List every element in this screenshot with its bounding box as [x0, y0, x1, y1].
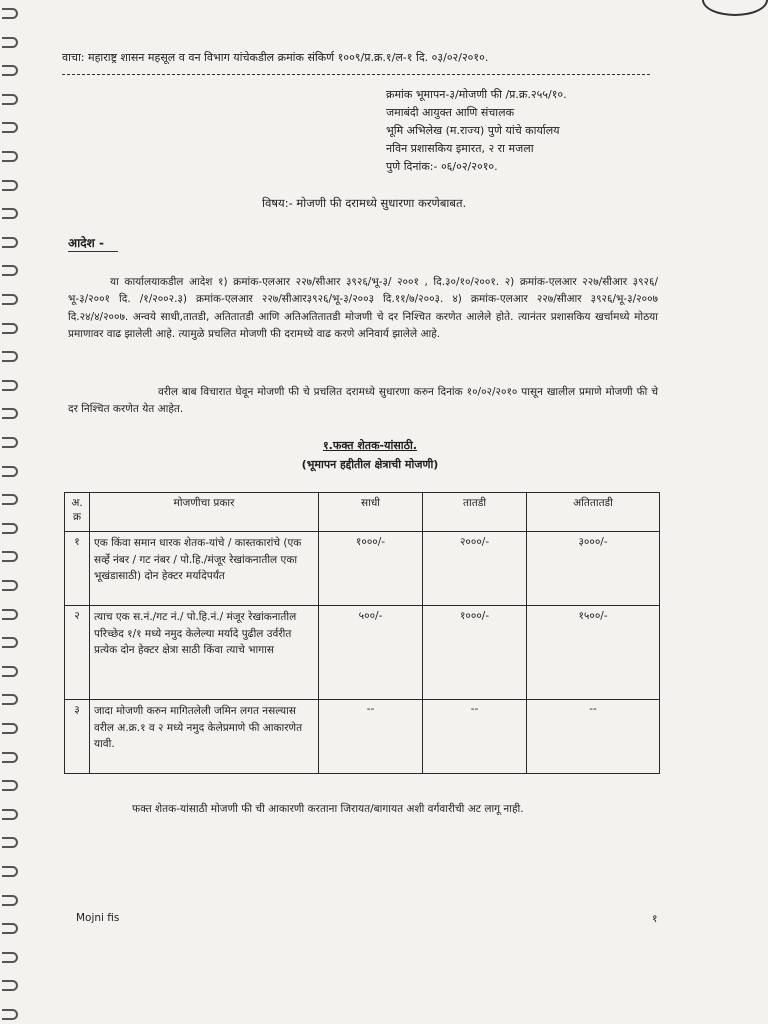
note-paragraph: फक्त शेतक-यांसाठी मोजणी फी ची आकारणी करताना जिरायत/बागायत अशी वर्गवारीची अट लागू नाही.	[132, 803, 524, 815]
column-header-atitatdi: अतितातडी	[527, 493, 660, 532]
column-header-type: मोजणीचा प्रकार	[90, 493, 319, 532]
spiral-loop	[2, 408, 18, 419]
address-line: पुणे दिनांक:- ०६/०२/२०१०.	[386, 160, 498, 173]
address-line: भूमि अभिलेख (म.राज्य) पुणे यांचे कार्यालय	[386, 124, 560, 137]
spiral-loop	[2, 380, 18, 391]
spiral-loop	[2, 723, 18, 734]
spiral-loop	[2, 494, 18, 505]
spiral-loop	[2, 437, 18, 448]
cell-atitatdi: ३०००/-	[527, 532, 660, 606]
cell-tatdi: --	[423, 700, 527, 774]
spiral-loop	[2, 809, 18, 820]
cell-tatdi: २०००/-	[423, 532, 527, 606]
spiral-loop	[2, 523, 18, 534]
spiral-loop	[2, 952, 18, 963]
table-row	[65, 532, 660, 606]
office-address-block	[386, 86, 567, 176]
address-line: नविन प्रशासकिय इमारत, २ रा मजला	[386, 142, 534, 155]
cell-serial: २	[65, 606, 90, 700]
spiral-loop	[2, 94, 18, 105]
cell-atitatdi: १५००/-	[527, 606, 660, 700]
column-header-tatdi: तातडी	[423, 493, 527, 532]
order-heading-underline	[68, 251, 118, 252]
address-line: क्रमांक भूमापन-३/मोजणी फी /प्र.क्र.२५५/१०.	[386, 88, 567, 101]
spiral-loop	[2, 37, 18, 48]
spiral-loop	[2, 866, 18, 877]
subject-line: विषय:- मोजणी फी दरामध्ये सुधारणा करणेबाबत.	[262, 196, 467, 210]
spiral-loop	[2, 122, 18, 133]
order-heading: आदेश -	[68, 236, 104, 250]
cell-tatdi: १०००/-	[423, 606, 527, 700]
spiral-loop	[2, 837, 18, 848]
spiral-loop	[2, 265, 18, 276]
cell-sadhi: १०००/-	[319, 532, 423, 606]
spiral-loop	[2, 895, 18, 906]
spiral-loop	[2, 208, 18, 219]
address-line: जमाबंदी आयुक्त आणि संचालक	[386, 106, 515, 119]
spiral-loop	[2, 151, 18, 162]
reference-line: वाचा: महाराष्ट्र शासन महसूल व वन विभाग यांचेकडील क्रमांक संकिर्ण १००९/प्र.क्र.१/ल-१ दि. ०३/०२/२०१०.	[62, 51, 489, 64]
spiral-loop	[2, 294, 18, 305]
paragraph-1: या कार्यालयाकडील आदेश १) क्रमांक-एलआर २२७/सीआर ३९२६/भू-३/ २००१ , दि.३०/१०/२००१. २) क्रमांक-एलआर २२७/सीआर ३९२६/भू-३/२००१ दि. /१/२००२.३) क्रमांक-एलआर २२७/सीआर३९२६/भू-३/२००३ दि.११/७/२००३. ४) क्रमांक-एलआर २२७/सीआर ३९२६/भू-३/२००७ दि.२४/४/२००७. अन्वये साधी,तातडी, अतितातडी आणि अतिअतितातडी मोजणी चे दर निश्चित करणेत आलेले होते. त्यानंतर प्रशासकिय खर्चामध्ये मोठया प्रमाणावर वाढ झालेली आहे. त्यामुळे प्रचलित मोजणी फी दरामध्ये वाढ करणे अनिवार्य झालेले आहे.	[68, 276, 658, 341]
spiral-loop	[2, 1009, 18, 1020]
section-title: १.फक्त शेतक-यांसाठी.	[322, 439, 418, 452]
table-row	[65, 700, 660, 774]
column-header-serial: अ. क्र	[65, 493, 90, 532]
corner-stamp-mark	[702, 0, 768, 16]
cell-sadhi: ५००/-	[319, 606, 423, 700]
cell-type: त्याच एक स.नं./गट नं./ पो.हि.नं./ मंजूर रेखांकनातील परिच्छेद १/१ मध्ये नमुद केलेल्या मर्यादे पुढील उर्वरीत प्रत्येक दोन हेक्टर क्षेत्रा साठी किंवा त्याचे भागास	[90, 606, 319, 700]
section-subtitle: (भूमापन हद्दीतील क्षेत्राची मोजणी)	[301, 458, 439, 471]
cell-sadhi: --	[319, 700, 423, 774]
spiral-loop	[2, 8, 18, 19]
footer-page-number: १	[652, 913, 658, 925]
spiral-loop	[2, 980, 18, 991]
spiral-loop	[2, 923, 18, 934]
spiral-loop	[2, 323, 18, 334]
fee-table	[64, 492, 660, 774]
cell-type: जादा मोजणी करुन मागितलेली जमिन लगत नसल्यास वरील अ.क्र.१ व २ मध्ये नमुद केलेप्रमाणे फी आकारणेत यावी.	[90, 700, 319, 774]
spiral-loop	[2, 466, 18, 477]
spiral-loop	[2, 351, 18, 362]
spiral-loop	[2, 180, 18, 191]
cell-type: एक किंवा समान धारक शेतक-यांचे / कास्तकारांचे (एक सर्व्हे नंबर / गट नंबर / पो.हि./मंजूर रेखांकनातील एका भूखंडासाठी) दोन हेक्टर मर्यादेपर्यंत	[90, 532, 319, 606]
cell-atitatdi: --	[527, 700, 660, 774]
dashed-separator	[62, 74, 650, 75]
spiral-loop	[2, 609, 18, 620]
table-header-row	[65, 493, 660, 532]
spiral-loop	[2, 752, 18, 763]
spiral-loop	[2, 237, 18, 248]
table-row	[65, 606, 660, 700]
spiral-loop	[2, 694, 18, 705]
spiral-loop	[2, 780, 18, 791]
cell-serial: १	[65, 532, 90, 606]
spiral-loop	[2, 580, 18, 591]
spiral-binding	[0, 0, 20, 1024]
spiral-loop	[2, 637, 18, 648]
cell-serial: ३	[65, 700, 90, 774]
column-header-sadhi: साधी	[319, 493, 423, 532]
paragraph-2: वरील बाब विचारात घेवून मोजणी फी चे प्रचलित दरामध्ये सुधारणा करुन दिनांक १०/०२/२०१० पासून खालील प्रमाणे मोजणी फी चे दर निश्चित करणेत येत आहेत.	[68, 386, 658, 416]
spiral-loop	[2, 551, 18, 562]
spiral-loop	[2, 666, 18, 677]
footer-file-name: Mojni fis	[76, 912, 120, 924]
spiral-loop	[2, 65, 18, 76]
